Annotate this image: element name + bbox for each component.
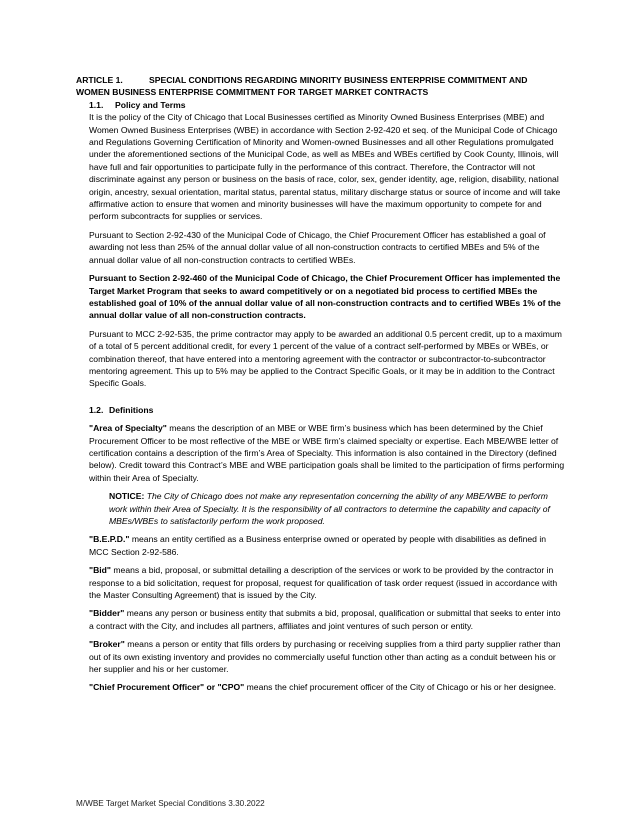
target-market-paragraph: Pursuant to Section 2-92-460 of the Municipal Code of Chicago, the Chief Procurement Officer has implemented the Target Market Program that seeks to award competitively or on a negotiated bid process to certified MBEs the established goal of 10% of the annual dollar value of all non-construction contracts and to certified WBEs 1% of the annual dollar value of all non-construction contracts. xyxy=(89,273,561,321)
notice-block xyxy=(109,490,566,527)
section-1-1-heading xyxy=(89,99,566,111)
definition-term: "B.E.P.D." xyxy=(89,534,130,545)
definition-area-of-specialty xyxy=(89,422,566,484)
definition-term: "Bidder" xyxy=(89,608,125,619)
document-page xyxy=(76,74,566,700)
mentoring-credit-paragraph: Pursuant to MCC 2-92-535, the prime contractor may apply to be awarded an additional 0.5 percent credit, up to a maximum of a total of 5 percent additional credit, for every 1 percent of the value of a contract self-performed by MBEs or WBEs, or combination thereof, that have entered into a mentoring agreement with the contractor or subcontractor-to-subcontractor mentoring agreement. This up to 5% may be applied to the Contract Specific Goals, or it may be in addition to the Contract Specific Goals. xyxy=(89,328,562,389)
page-footer: M/WBE Target Market Special Conditions 3.30.2022 xyxy=(76,799,265,808)
definition-term: "Bid" xyxy=(89,565,111,576)
policy-paragraph: It is the policy of the City of Chicago that Local Businesses certified as Minority Owned Business Enterprises (MBE) and Women Owned Business Enterprises (WBE) in accordance with Section 2-92-420 et seq. of the Municipal Code of Chicago and Regulations Governing Certification of Minority and Women-owned Businesses and all other Regulations promulgated under the aforementioned sections of the Municipal Code, as well as MBEs and WBEs certified by Cook County, Illinois, will have full and fair opportunities to participate fully in the performance of this contract. Therefore, the Contractor will not discriminate against any person or business on the basis of race, color, sex, gender identity, age, religion, disability, national origin, ancestry, sexual orientation, marital status, parental status, military discharge status or source of income and will take affirmative action to ensure that women and minority businesses will have the maximum opportunity to compete for and perform subcontracts for supplies or services. xyxy=(89,112,561,222)
goal-paragraph: Pursuant to Section 2-92-430 of the Municipal Code of Chicago, the Chief Procurement Officer has established a goal of awarding not less than 25% of the annual dollar value of all non-construction contracts to certified MBEs and 5% of the annual dollar value of all non-construction contracts to certified WBEs. xyxy=(89,229,546,265)
section-title: Policy and Terms xyxy=(115,99,186,110)
article-title-line1: SPECIAL CONDITIONS REGARDING MINORITY BUSINESS ENTERPRISE COMMITMENT AND xyxy=(149,75,528,85)
definition-text: means an entity certified as a Business enterprise owned or operated by people with disabilities as defined in MCC Section 2-92-586. xyxy=(89,534,547,557)
definition-term: "Broker" xyxy=(89,639,125,650)
definition-term: "Area of Specialty" xyxy=(89,423,167,434)
definition-text: means the chief procurement officer of the City of Chicago or his or her designee. xyxy=(244,682,557,693)
article-number: ARTICLE 1. xyxy=(76,75,123,85)
article-heading xyxy=(76,74,566,86)
definition-text: means a person or entity that fills orders by purchasing or receiving supplies from a third party supplier rather than out of its own existing inventory and provides no commercially useful function other than acting as a conduit between his or her supplier and his or her customer. xyxy=(89,639,561,675)
notice-text: The City of Chicago does not make any representation concerning the ability of any MBE/WBE to perform work within their Area of Specialty. It is the responsibility of all contractors to determine the capability and capacity of MBEs/WBEs to satisfactorily perform the work proposed. xyxy=(109,491,550,526)
definition-text: means the description of an MBE or WBE firm’s business which has been determined by the Chief Procurement Officer to be most reflective of the MBE or WBE firm’s claimed specialty or expertise. Each MBE/WBE letter of certification contains a description of the firm’s Area of Specialty. This information is also contained in the Directory (defined below). Credit toward this Contract’s MBE and WBE participation goals shall be limited to the participation of firms performing within their Area of Specialty. xyxy=(89,423,565,483)
definition-text: means a bid, proposal, or submittal detailing a description of the services or work to be provided by the contractor in response to a bid solicitation, request for proposal, request for qualification of task order request (issued in accordance with the Master Consulting Agreement) that is issued by the City. xyxy=(89,565,558,601)
definition-bid xyxy=(89,564,566,601)
section-number: 1.1. xyxy=(89,99,104,110)
definition-broker xyxy=(89,638,566,675)
definition-cpo xyxy=(89,681,566,693)
definition-text: means any person or business entity that submits a bid, proposal, qualification or submittal that seeks to enter into a contract with the City, and includes all partners, affiliates and joint ventures of such person or entity. xyxy=(89,608,561,631)
article-title-line2: WOMEN BUSINESS ENTERPRISE COMMITMENT FOR TARGET MARKET CONTRACTS xyxy=(76,87,429,98)
section-title: Definitions xyxy=(109,404,154,415)
definition-bidder xyxy=(89,607,566,632)
section-1-2-body xyxy=(89,422,566,694)
section-number: 1.2. xyxy=(89,404,104,415)
definition-term: "Chief Procurement Officer" or "CPO" xyxy=(89,682,245,693)
definition-bepd xyxy=(89,533,566,558)
section-1-2-heading xyxy=(89,404,566,416)
section-1-1-body xyxy=(89,111,566,390)
notice-label: NOTICE: xyxy=(109,491,145,502)
